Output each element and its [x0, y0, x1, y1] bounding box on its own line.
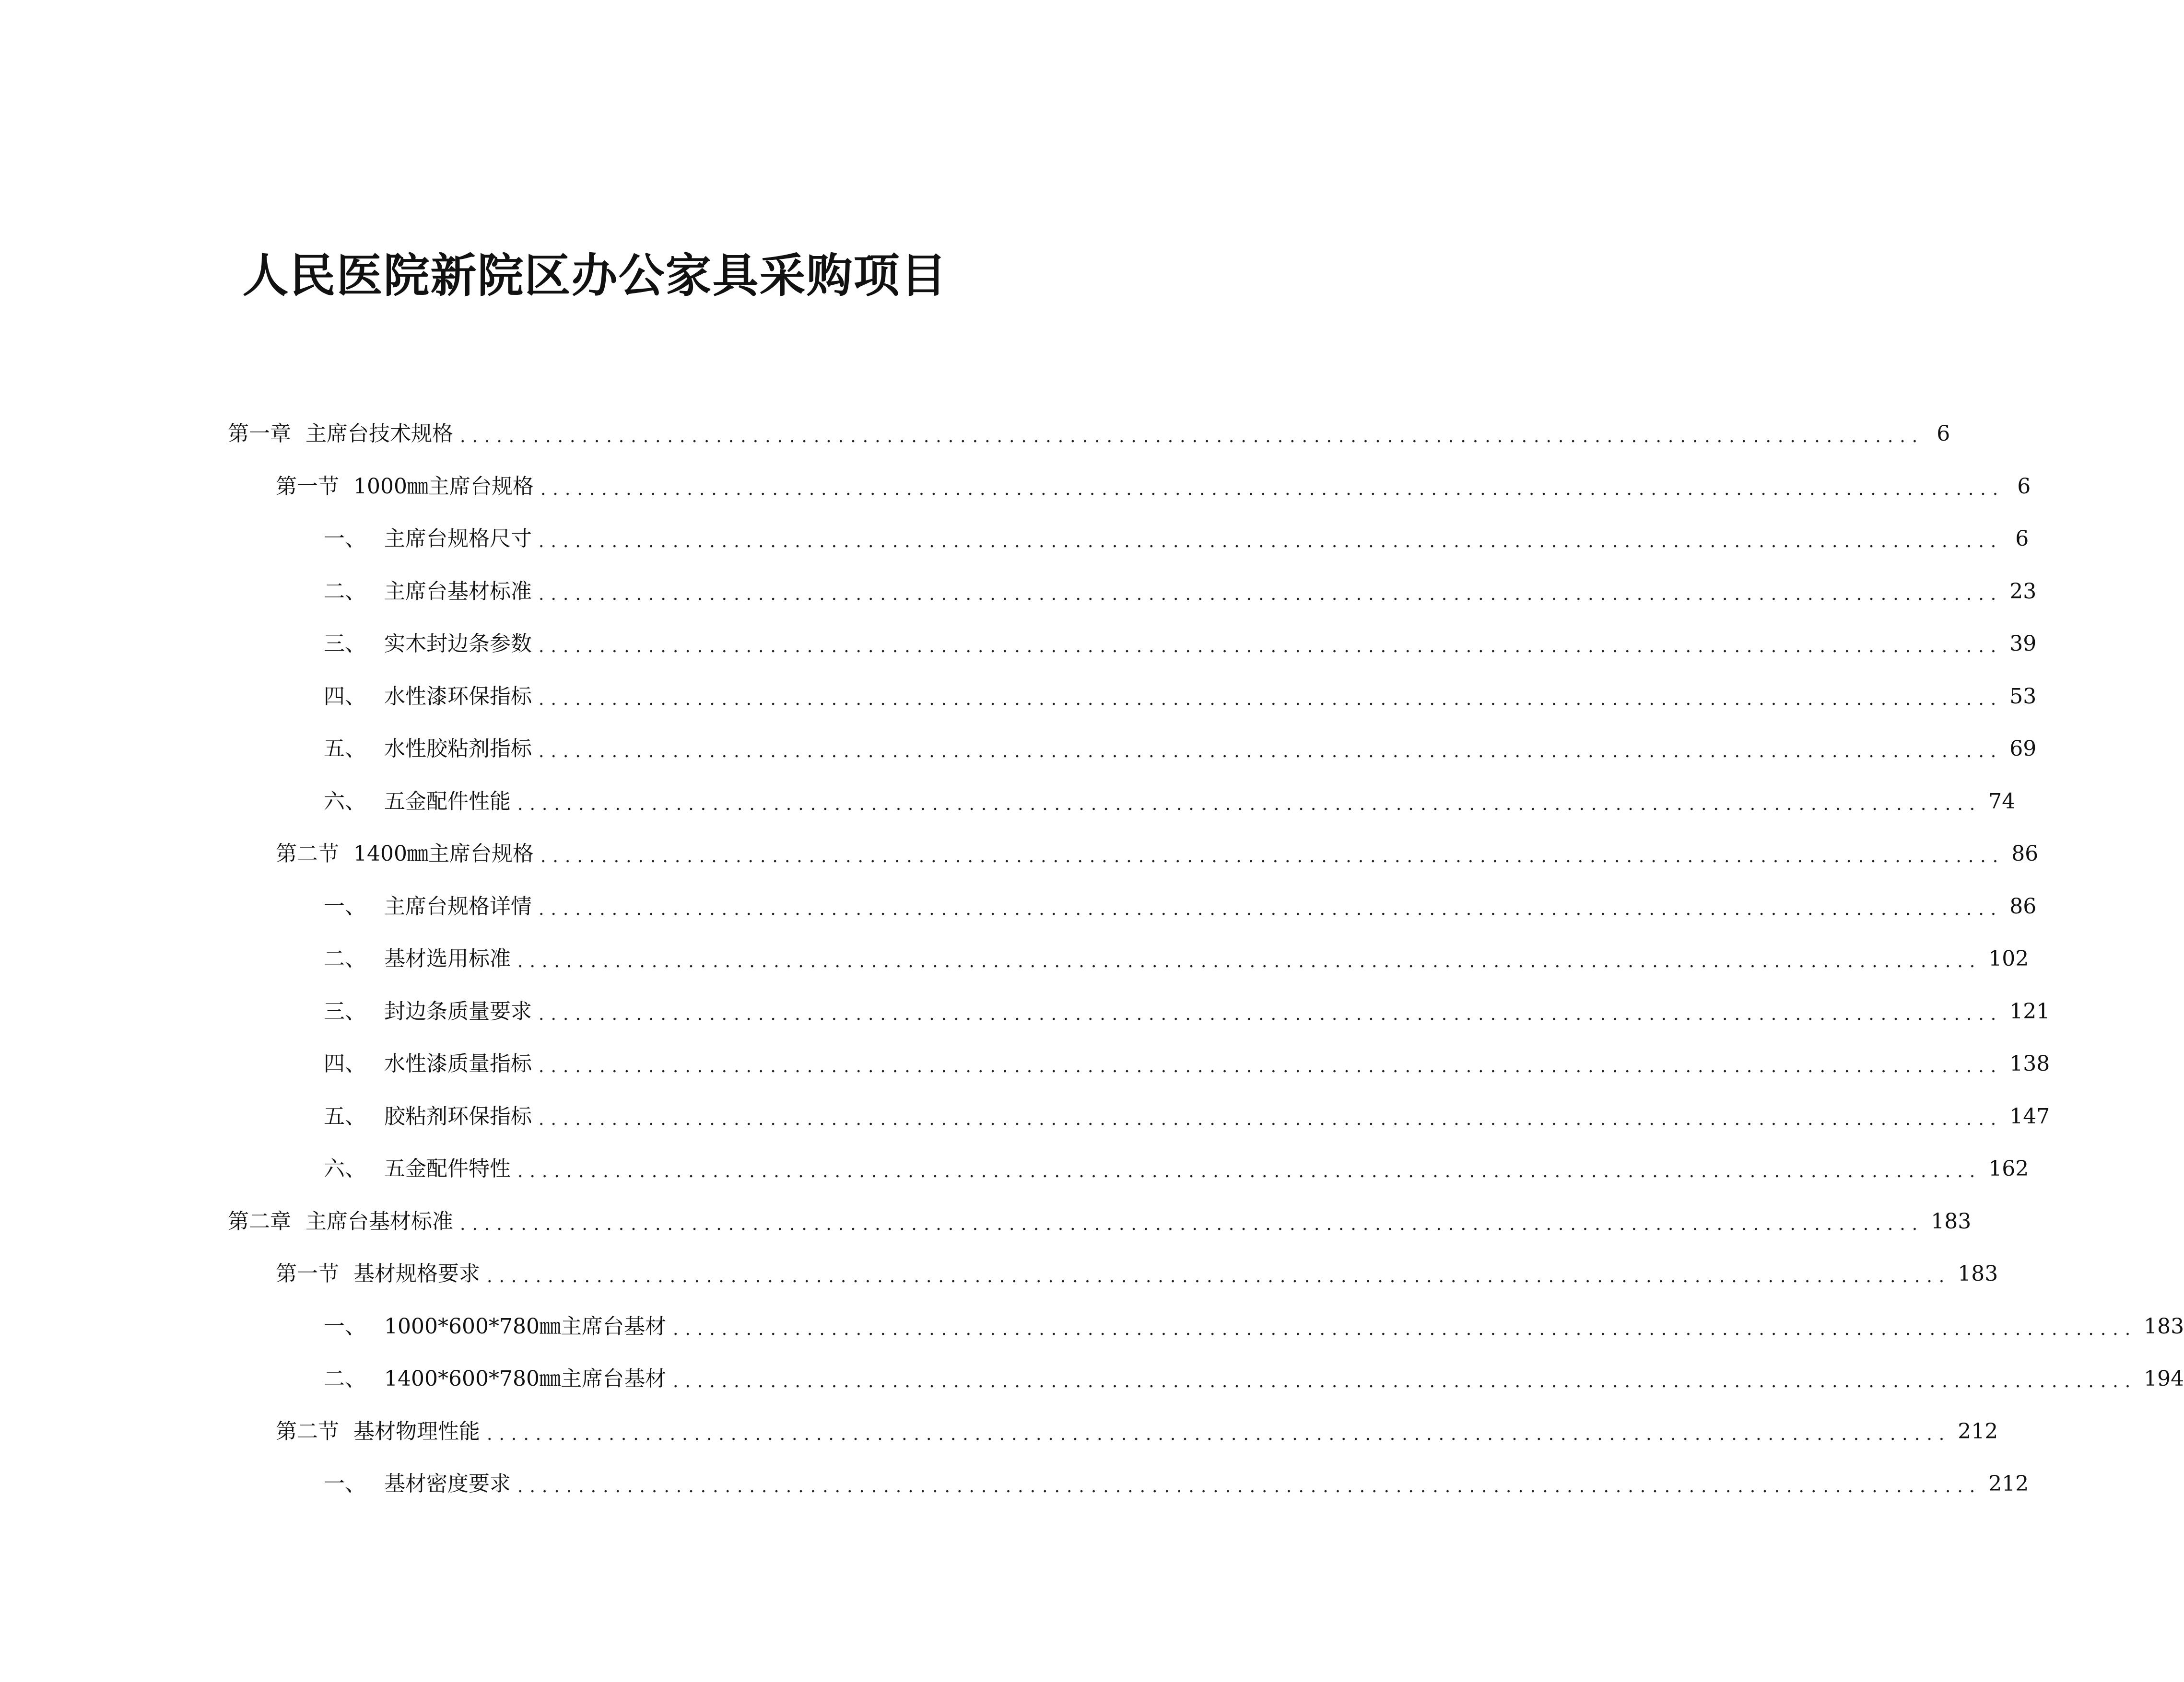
toc-entry-label: 水性漆质量指标 — [384, 1051, 532, 1076]
toc-entry-page-number: 212 — [1958, 1419, 1998, 1444]
toc-dot-leader: ........................................................................................................................ — [460, 1214, 1925, 1234]
toc-entry-page-number: 86 — [2011, 841, 2039, 866]
toc-entry-page-number: 183 — [2144, 1314, 2184, 1339]
toc-entry-number: 二、 — [324, 1367, 366, 1391]
toc-entry-label: 基材选用标准 — [384, 946, 511, 971]
toc-entry-label: 1400㎜主席台规格 — [353, 841, 534, 866]
toc-entry-number: 第一节 — [276, 474, 339, 499]
toc-dot-leader: ........................................................................................................................ — [487, 1267, 1951, 1286]
toc-entry-number: 六、 — [324, 789, 366, 814]
toc-dot-leader: ........................................................................................................................ — [539, 637, 2003, 656]
toc-entry-page-number: 53 — [2009, 684, 2037, 709]
toc-entry-page-number: 162 — [1988, 1156, 2029, 1181]
toc-entry[interactable] — [276, 828, 2039, 880]
toc-entry-page-number: 183 — [1931, 1209, 1972, 1234]
toc-dot-leader: ........................................................................................................................ — [539, 1057, 2003, 1076]
toc-entry-label: 1000㎜主席台规格 — [353, 474, 534, 499]
toc-entry-label: 主席台基材标准 — [305, 1209, 453, 1234]
toc-dot-leader: ........................................................................................................................ — [539, 584, 2003, 604]
toc-dot-leader: ........................................................................................................................ — [539, 689, 2003, 709]
toc-entry-label: 1000*600*780㎜主席台基材 — [384, 1314, 666, 1339]
toc-entry-number: 一、 — [324, 1472, 366, 1496]
toc-entry-label: 主席台技术规格 — [305, 421, 453, 446]
toc-entry-label: 封边条质量要求 — [384, 999, 532, 1024]
toc-entry-label: 基材规格要求 — [353, 1262, 480, 1286]
toc-entry[interactable] — [324, 985, 2050, 1038]
toc-entry-page-number: 147 — [2009, 1104, 2050, 1129]
toc-dot-leader: ........................................................................................................................ — [539, 532, 2003, 551]
toc-entry-page-number: 138 — [2009, 1051, 2050, 1076]
toc-entry-label: 基材物理性能 — [353, 1419, 480, 1444]
toc-entry[interactable] — [324, 723, 2037, 775]
toc-entry[interactable] — [324, 933, 2029, 985]
toc-dot-leader: ........................................................................................................................ — [540, 847, 2005, 866]
toc-entry[interactable] — [276, 460, 2031, 513]
toc-entry-number: 二、 — [324, 946, 366, 971]
toc-entry-number: 四、 — [324, 1051, 366, 1076]
toc-dot-leader: ........................................................................................................................ — [672, 1372, 2137, 1391]
toc-entry[interactable] — [324, 1353, 2184, 1405]
toc-entry[interactable] — [324, 1090, 2050, 1143]
toc-entry-label: 实木封边条参数 — [384, 631, 532, 656]
toc-dot-leader: ........................................................................................................................ — [517, 1477, 1982, 1496]
toc-entry[interactable] — [324, 880, 2037, 933]
toc-entry[interactable] — [228, 408, 1950, 460]
toc-entry-page-number: 39 — [2009, 631, 2037, 656]
toc-entry-page-number: 6 — [1937, 421, 1950, 446]
toc-dot-leader: ........................................................................................................................ — [517, 1162, 1982, 1181]
toc-entry-page-number: 183 — [1958, 1262, 1998, 1286]
toc-dot-leader: ........................................................................................................................ — [517, 794, 1982, 814]
toc-dot-leader: ........................................................................................................................ — [539, 899, 2003, 919]
toc-entry-label: 五金配件性能 — [384, 789, 511, 814]
toc-entry-number: 三、 — [324, 631, 366, 656]
toc-entry-label: 五金配件特性 — [384, 1156, 511, 1181]
toc-entry[interactable] — [276, 1405, 1998, 1458]
toc-entry-number: 第一节 — [276, 1262, 339, 1286]
toc-dot-leader: ........................................................................................................................ — [539, 742, 2003, 761]
toc-entry[interactable] — [324, 565, 2037, 618]
toc-dot-leader: ........................................................................................................................ — [460, 427, 1925, 446]
toc-entry-number: 四、 — [324, 684, 366, 709]
toc-entry-number: 五、 — [324, 1104, 366, 1129]
toc-entry-number: 五、 — [324, 736, 366, 761]
toc-entry-label: 基材密度要求 — [384, 1472, 511, 1496]
toc-entry-page-number: 102 — [1988, 946, 2029, 971]
toc-entry-label: 水性胶粘剂指标 — [384, 736, 532, 761]
toc-dot-leader: ........................................................................................................................ — [672, 1319, 2137, 1339]
toc-entry-label: 1400*600*780㎜主席台基材 — [384, 1367, 666, 1391]
toc-entry-page-number: 69 — [2009, 736, 2037, 761]
toc-entry-page-number: 23 — [2009, 579, 2037, 604]
toc-entry-number: 一、 — [324, 526, 366, 551]
toc-dot-leader: ........................................................................................................................ — [539, 1004, 2003, 1024]
toc-entry-number: 第二节 — [276, 841, 339, 866]
toc-entry[interactable] — [324, 1038, 2050, 1090]
toc-entry-page-number: 86 — [2009, 894, 2037, 919]
toc-entry-label: 主席台基材标准 — [384, 579, 532, 604]
toc-entry-page-number: 212 — [1988, 1472, 2029, 1496]
toc-entry-number: 第一章 — [228, 421, 291, 446]
toc-entry-number: 三、 — [324, 999, 366, 1024]
toc-entry-page-number: 121 — [2009, 999, 2050, 1024]
toc-entry-page-number: 74 — [1988, 789, 2016, 814]
toc-entry[interactable] — [324, 618, 2037, 670]
toc-entry-number: 第二节 — [276, 1419, 339, 1444]
toc-entry[interactable] — [324, 1143, 2029, 1195]
toc-entry-page-number: 194 — [2144, 1367, 2184, 1391]
toc-entry-label: 主席台规格详情 — [384, 894, 532, 919]
toc-entry-label: 胶粘剂环保指标 — [384, 1104, 532, 1129]
toc-entry-page-number: 6 — [2017, 474, 2031, 499]
toc-entry-number: 二、 — [324, 579, 366, 604]
toc-entry[interactable] — [324, 513, 2029, 565]
toc-entry-number: 六、 — [324, 1156, 366, 1181]
toc-entry-number: 一、 — [324, 1314, 366, 1339]
toc-entry[interactable] — [324, 775, 2016, 828]
toc-entry-label: 主席台规格尺寸 — [384, 526, 532, 551]
toc-dot-leader: ........................................................................................................................ — [487, 1424, 1951, 1444]
toc-entry-page-number: 6 — [2015, 526, 2029, 551]
toc-entry[interactable] — [324, 670, 2037, 723]
toc-dot-leader: ........................................................................................................................ — [517, 952, 1982, 971]
toc-entry[interactable] — [324, 1458, 2029, 1510]
toc-entry-number: 一、 — [324, 894, 366, 919]
toc-entry[interactable] — [276, 1248, 1998, 1300]
toc-entry-number: 第二章 — [228, 1209, 291, 1234]
toc-entry[interactable] — [324, 1300, 2184, 1353]
toc-dot-leader: ........................................................................................................................ — [540, 479, 2005, 499]
document-title: 人民医院新院区办公家具采购项目 — [242, 249, 948, 303]
toc-entry-label: 水性漆环保指标 — [384, 684, 532, 709]
toc-entry[interactable] — [228, 1195, 1972, 1248]
toc-dot-leader: ........................................................................................................................ — [539, 1109, 2003, 1129]
